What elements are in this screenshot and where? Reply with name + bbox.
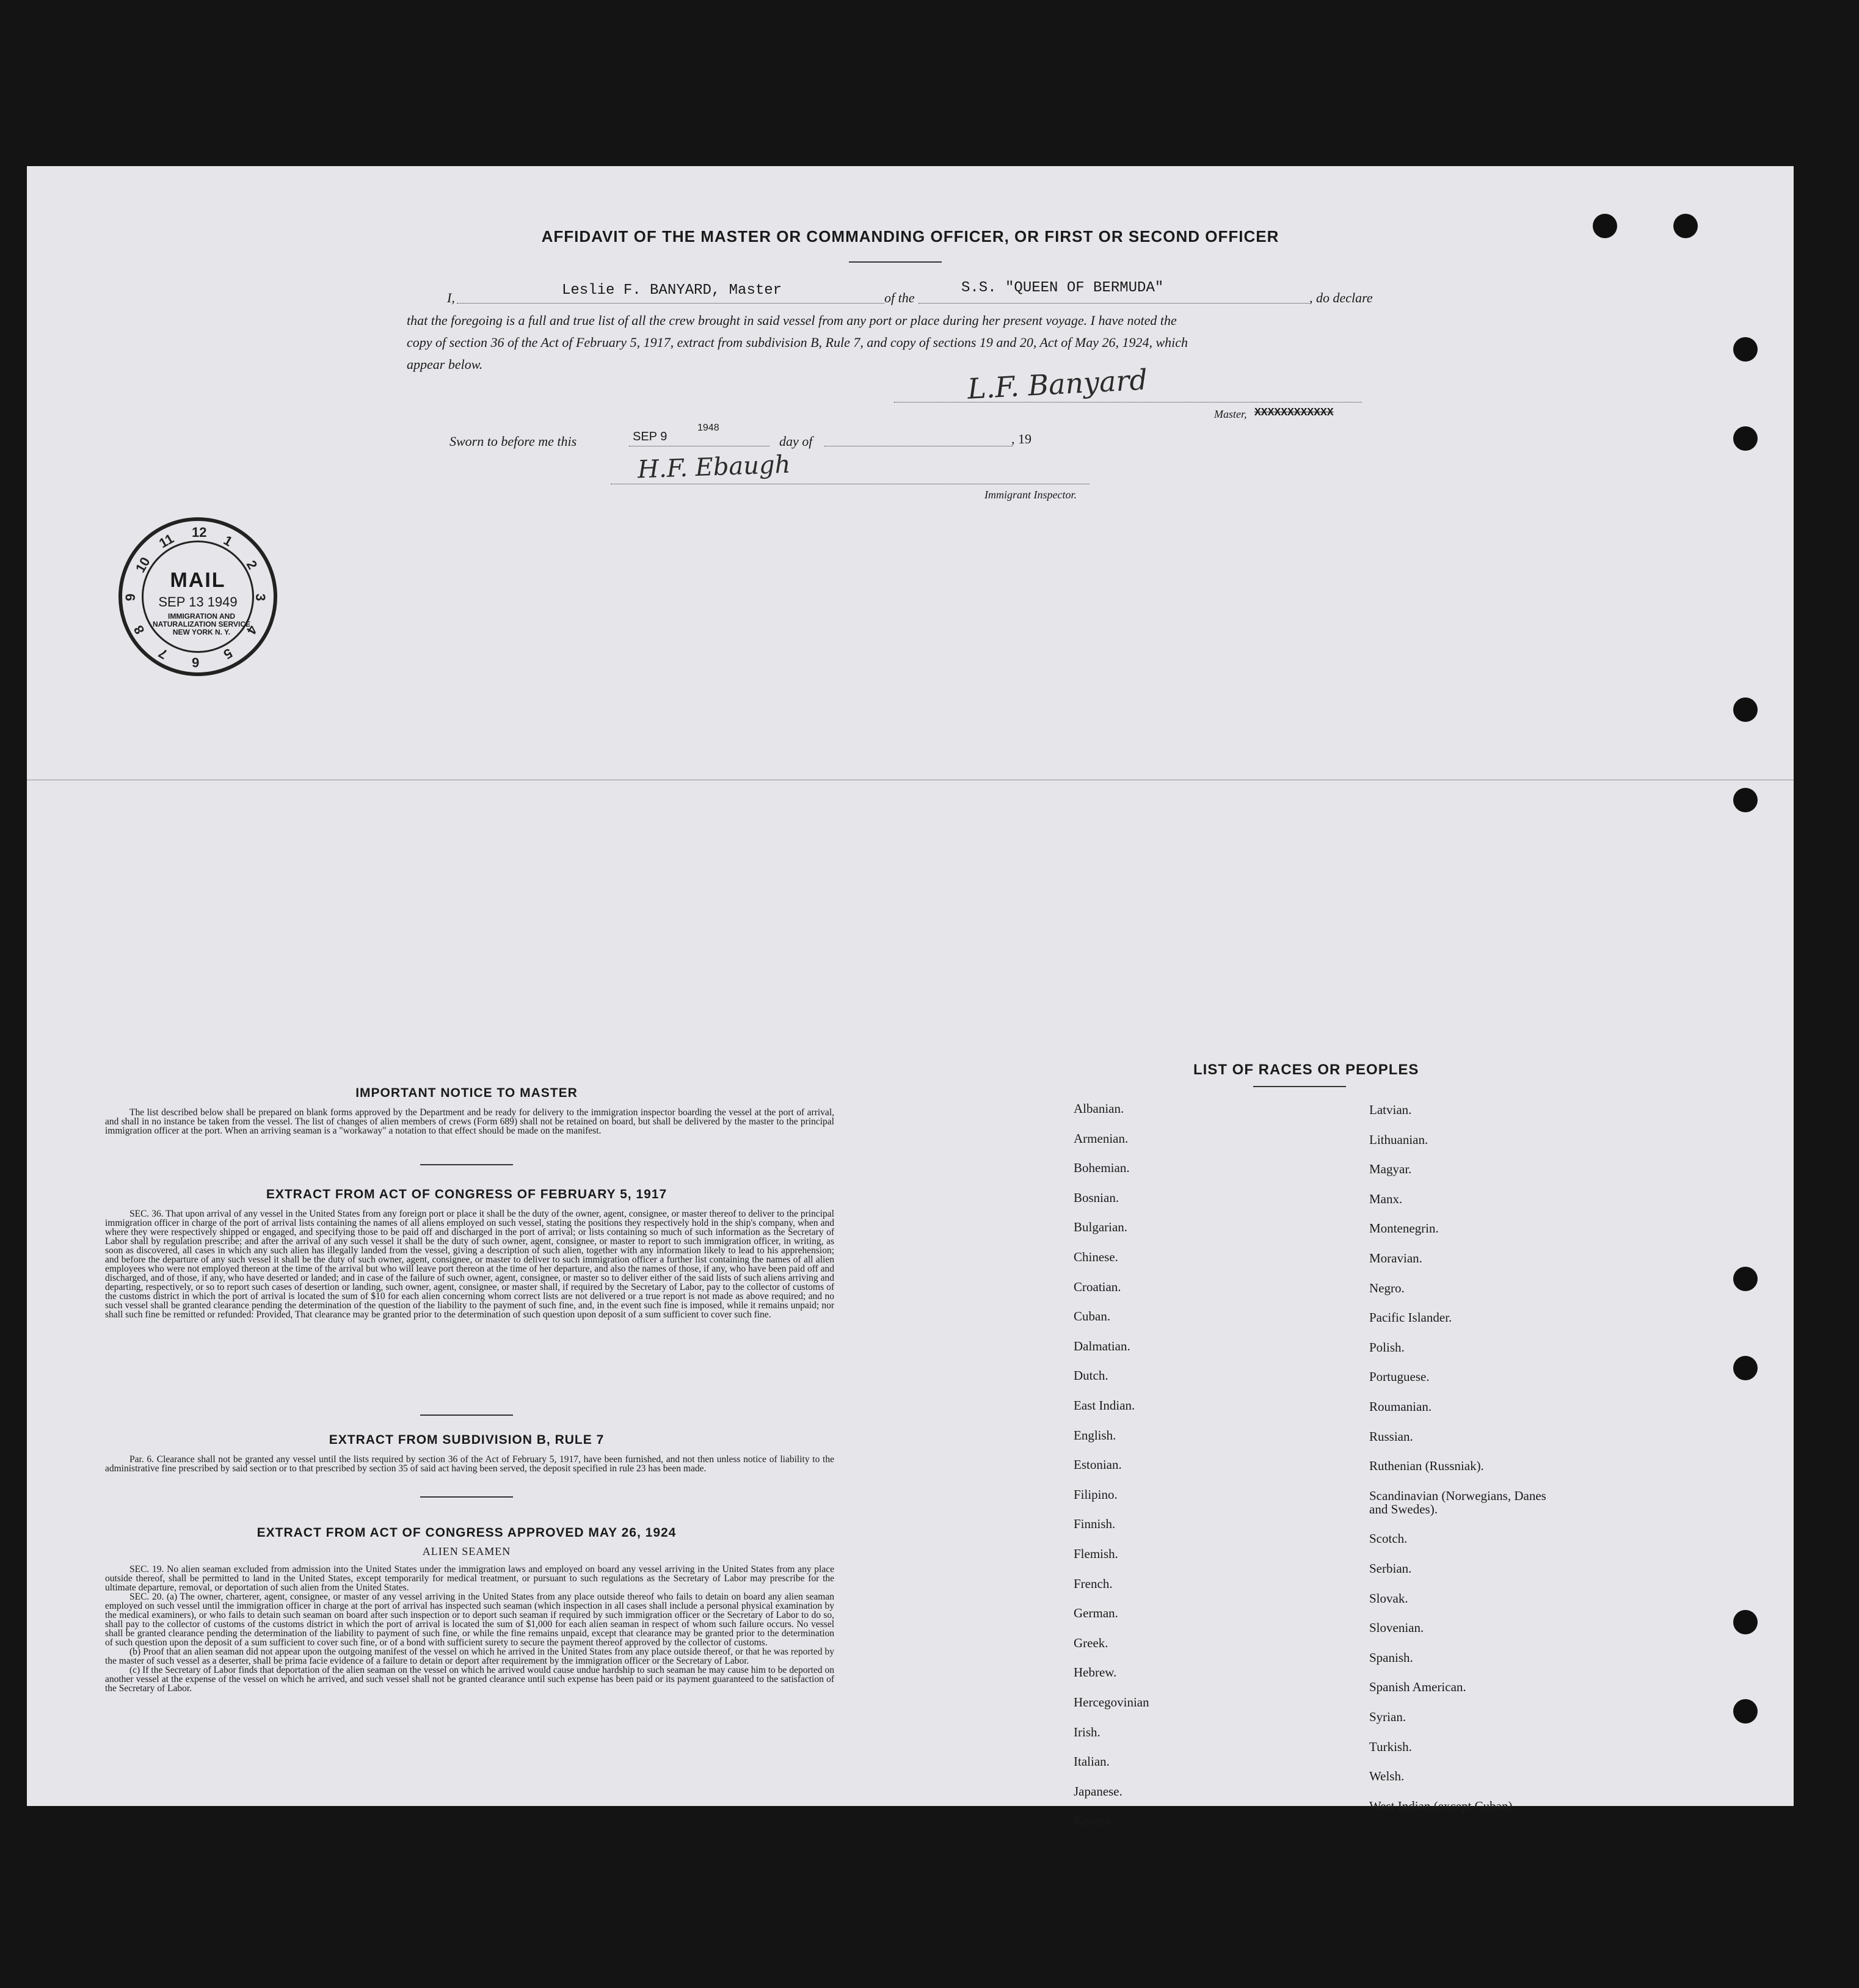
stamp-date: SEP 13 1949: [158, 594, 238, 610]
sworn-label: Sworn to before me this: [449, 434, 577, 449]
race-item: Dutch.: [1074, 1368, 1108, 1383]
stamp-hour-number: 4: [243, 622, 261, 637]
stamp-mail-word: MAIL: [170, 569, 226, 592]
day-of-label: day of: [779, 434, 813, 449]
race-item: Scotch.: [1369, 1531, 1408, 1546]
vessel-name: S.S. "QUEEN OF BERMUDA": [961, 280, 1164, 296]
race-item: Lithuanian.: [1369, 1132, 1428, 1147]
race-item: Moravian.: [1369, 1251, 1422, 1265]
race-item: Italian.: [1074, 1754, 1110, 1769]
stamp-hour-number: 11: [156, 531, 176, 552]
extract-1917-title: EXTRACT FROM ACT OF CONGRESS OF FEBRUARY 5, 1917: [266, 1187, 668, 1201]
race-item: Bohemian.: [1074, 1160, 1130, 1176]
vessel-name-line: [919, 303, 1309, 304]
sworn-date: SEP 9: [633, 430, 668, 443]
section-20a-paragraph: SEC. 20. (a) The owner, charterer, agent, consignee, or master of any vessel arriving in the United States from any place outside thereof who fails to detain on board any alien seaman employed on such vessel until the immigration officer in charge at the port of arrival has inspected such seaman (which inspection in all cases shall include a personal physical examination by the medical examiners), or who fails to detain such seaman on board after such inspection or to deport such seaman if required by such immigration officer or the Secretary of Labor to do so, shall pay to the collector of customs of the customs district in which the port of arrival is located the sum of $1,000 for each alien seaman in respect of whom such failure occurs. No vessel shall be granted clearance pending the determination of the liability to payment of such fine, or while the fine remains unpaid, except that clearance may be granted prior to the determination of such question upon the deposit of a sum sufficient to cover such fine, or of a bond with sufficient surety to secure the payment thereof approved by the collector of customs.: [105, 1592, 834, 1648]
punch-hole: [1733, 1267, 1758, 1291]
stamp-hour-number: 2: [243, 558, 261, 572]
punch-hole: [1733, 1356, 1758, 1380]
race-item: Chinese.: [1074, 1250, 1118, 1264]
mail-received-stamp: [118, 517, 277, 676]
inspector-label: Immigrant Inspector.: [984, 489, 1077, 501]
affidavit-title: AFFIDAVIT OF THE MASTER OR COMMANDING OFFICER, OR FIRST OR SECOND OFFICER: [541, 227, 1279, 246]
form-page: [27, 166, 1794, 1829]
race-item: Scandinavian (Norwegians, Danes and Swedes).: [1369, 1488, 1546, 1516]
race-item: Finnish.: [1074, 1516, 1116, 1532]
race-item: Latvian.: [1369, 1102, 1412, 1117]
race-item: Flemish.: [1074, 1546, 1118, 1561]
divider: [420, 1496, 513, 1498]
race-item: English.: [1074, 1427, 1116, 1443]
officer-name: Leslie F. BANYARD, Master: [562, 282, 782, 299]
race-item: Hebrew.: [1074, 1665, 1117, 1680]
section-20c-paragraph: (c) If the Secretary of Labor finds that deportation of the alien seaman on the vessel on which he arrived would cause undue hardship to such seaman he may cause him to be deported on another vessel at the expense of the vessel on which he arrived, and such vessel shall not be granted clearance until such expense has been paid or its payment guaranteed to the satisfaction of the Secretary of Labor.: [105, 1665, 834, 1694]
master-struck-text: XXXXXXXXXXXX: [1254, 407, 1334, 419]
punch-hole: [1733, 788, 1758, 812]
stamp-hour-number: 5: [220, 645, 235, 663]
punch-hole: [1733, 337, 1758, 362]
race-item: Dalmatian.: [1074, 1338, 1130, 1353]
section-36-paragraph: SEC. 36. That upon arrival of any vessel in the United States from any foreign port or place it shall be the duty of the owner, agent, consignee, or master thereof to deliver to the principal immigration officer in charge of the port of arrival lists containing the names of all aliens employed on such vessel, stating the positions they respectively hold in the ship's company, when and where they were respectively shipped or engaged, and specifying those to be paid off and discharged in the port of arrival; or lists containing so much of such information as the Secretary of Labor shall by regulation prescribe; and after the arrival of any such vessel it shall be the duty of such owner, agent, consignee, or master to report to such immigration officer, in writing, as soon as discovered, all cases in which any such alien has illegally landed from the vessel, giving a description of such alien, together with any information likely to lead to his apprehension; and before the departure of any such vessel it shall be the duty of such owner, agent, consignee, or master to deliver to such immigration officer a further list containing the names of all alien employees who were not employed thereon at the time of the arrival but who will leave port thereon at the time of her departure, and also the names of those, if any, who have been paid off and discharged, and of those, if any, who have deserted or landed; and in case of the failure of such owner, agent, consignee, or master so to deliver either of the said lists of such aliens arriving and departing, respectively, or so to report such cases of desertion or landing, such owner, agent, consignee, or master shall, if required by the Secretary of Labor, pay to the collector of customs of the customs district in which the port of arrival is located the sum of $10 for each alien concerning whom correct lists are not delivered or a true report is not made as above required; and no such vessel shall be granted clearance pending the determination of the question of the liability to the payment of such fine, and, in the event such fine is imposed, while it remains unpaid; nor shall such fine be remitted or refunded: Provided, That clearance may be granted prior to the determination of such question upon deposit of a sum sufficient to cover such fine.: [105, 1209, 834, 1320]
race-item: Estonian.: [1074, 1457, 1122, 1473]
declare-label: , do declare: [1309, 290, 1373, 305]
race-item: Welsh.: [1369, 1769, 1405, 1784]
century-label: , 19: [1011, 431, 1031, 446]
stamp-hour-number: 8: [130, 622, 148, 637]
race-item: Magyar.: [1369, 1162, 1412, 1177]
i-label: I,: [447, 290, 455, 305]
stamp-hour-number: 1: [220, 532, 235, 550]
extract-1917-text: [105, 1209, 834, 1319]
rule7-text: [105, 1455, 834, 1473]
race-item: Bulgarian.: [1074, 1220, 1128, 1235]
race-item: German.: [1074, 1606, 1118, 1621]
race-item: Hercegovinian: [1074, 1695, 1149, 1709]
race-item: Montenegrin.: [1369, 1221, 1439, 1236]
stamp-hour-number: 6: [192, 655, 200, 670]
section-20b-paragraph: (b) Proof that an alien seaman did not appear upon the outgoing manifest of the vessel on which he arrived in the United States from any place outside thereof, or that he was reported by the master of such vessel as a deserter, shall be prima facie evidence of a failure to detain or deport after requirement by the immigration officer or the Secretary of Labor.: [105, 1647, 834, 1666]
race-item: Ruthenian (Russniak).: [1369, 1458, 1484, 1474]
affidavit-line-2: that the foregoing is a full and true list of all the crew brought in said vessel from any port or place during her present voyage. I have noted the: [407, 313, 1177, 328]
stamp-service: IMMIGRATION AND NATURALIZATION SERVICE NEW YORK N. Y.: [152, 612, 250, 636]
alien-seamen-subtitle: ALIEN SEAMEN: [422, 1545, 511, 1557]
punch-hole: [1733, 426, 1758, 451]
race-item: Japanese.: [1074, 1783, 1122, 1799]
race-item: French.: [1074, 1576, 1113, 1591]
stamp-hour-number: 7: [156, 645, 170, 663]
race-item: Roumanian.: [1369, 1399, 1432, 1414]
section-19-paragraph: SEC. 19. No alien seaman excluded from admission into the United States under the immigration laws and employed on board any vessel arriving in the United States from any place outside thereof, shall be permitted to land in the United States, except temporarily for medical treatment, or pursuant to such regulations as the Secretary of Labor may prescribe for the ultimate departure, removal, or deportation of such alien from the United States.: [105, 1564, 834, 1593]
stamp-hour-number: 10: [133, 554, 153, 575]
notice-title: IMPORTANT NOTICE TO MASTER: [355, 1086, 578, 1100]
affidavit-line-4: appear below.: [407, 357, 483, 372]
master-signature: L.F. Banyard: [966, 363, 1149, 406]
divider: [420, 1164, 513, 1165]
officer-name-line: [457, 303, 884, 304]
divider: [420, 1415, 513, 1416]
race-item: East Indian.: [1074, 1398, 1135, 1413]
race-item: Filipino.: [1074, 1487, 1118, 1502]
race-item: Negro.: [1369, 1280, 1405, 1295]
punch-hole: [1733, 1610, 1758, 1634]
race-item: Albanian.: [1074, 1101, 1124, 1116]
race-item: Slovak.: [1369, 1590, 1408, 1606]
race-item: Russian.: [1369, 1429, 1413, 1444]
notice-text: [105, 1108, 834, 1135]
of-the-label: of the: [884, 290, 915, 305]
race-item: Spanish American.: [1369, 1680, 1466, 1695]
race-item: West Indian (except Cuban).: [1369, 1798, 1516, 1813]
divider: [849, 261, 942, 263]
par-6-paragraph: Par. 6. Clearance shall not be granted any vessel until the lists required by section 36 of the Act of February 5, 1917, have been furnished, and not then unless notice of liability to the administrative fine prescribed by said section or to that prescribed by section 35 of said act having been served, the deposit specified in rule 23 has been made.: [105, 1454, 834, 1474]
race-item: Croatian.: [1074, 1279, 1121, 1294]
race-item: Manx.: [1369, 1191, 1403, 1206]
extract-1924-text: [105, 1565, 834, 1693]
race-item: Korean.: [1074, 1813, 1115, 1829]
race-item: Cuban.: [1074, 1309, 1111, 1324]
extract-1924-title: EXTRACT FROM ACT OF CONGRESS APPROVED MAY 26, 1924: [256, 1526, 677, 1540]
punch-hole: [1733, 1699, 1758, 1724]
race-item: Bosnian.: [1074, 1190, 1119, 1205]
fold-line: [27, 779, 1794, 781]
race-item: Slovenian.: [1369, 1620, 1424, 1636]
stamp-hour-number: 9: [123, 593, 139, 602]
race-item: Pacific Islander.: [1369, 1310, 1452, 1325]
race-item: Polish.: [1369, 1339, 1405, 1355]
race-item: Armenian.: [1074, 1131, 1129, 1146]
race-item: Serbian.: [1369, 1561, 1412, 1576]
rule7-title: EXTRACT FROM SUBDIVISION B, RULE 7: [329, 1433, 605, 1447]
races-title: LIST OF RACES OR PEOPLES: [1193, 1061, 1419, 1078]
affidavit-line-3: copy of section 36 of the Act of February 5, 1917, extract from subdivision B, Rule 7, and copy of sections 19 and 20, Act of May 26, 1924, which: [407, 335, 1188, 350]
stamp-hour-number: 3: [253, 593, 269, 602]
stamp-hour-number: 12: [192, 525, 207, 540]
notice-paragraph: The list described below shall be prepared on blank forms approved by the Department and be ready for delivery to the immigration inspector boarding the vessel at the port of arrival, and shall in no instance be taken from the vessel. The list of changes of alien members of crews (Form 689) shall not be retained on board, but shall be delivered by the master to the principal immigration officer at the port. When an arriving seaman is a "workaway" a notation to that effect should be made on the manifest.: [105, 1107, 834, 1136]
race-item: Turkish.: [1369, 1739, 1412, 1754]
race-item: Syrian.: [1369, 1709, 1406, 1724]
race-item: Portuguese.: [1369, 1369, 1430, 1385]
inspector-signature: H.F. Ebaugh: [637, 450, 791, 484]
sworn-year: 1948: [697, 423, 719, 433]
divider: [1253, 1086, 1346, 1087]
punch-hole: [1733, 697, 1758, 722]
race-item: Irish.: [1074, 1724, 1100, 1739]
master-label: Master,: [1214, 408, 1247, 420]
race-item: Greek.: [1074, 1635, 1108, 1650]
race-item: Spanish.: [1369, 1650, 1413, 1665]
